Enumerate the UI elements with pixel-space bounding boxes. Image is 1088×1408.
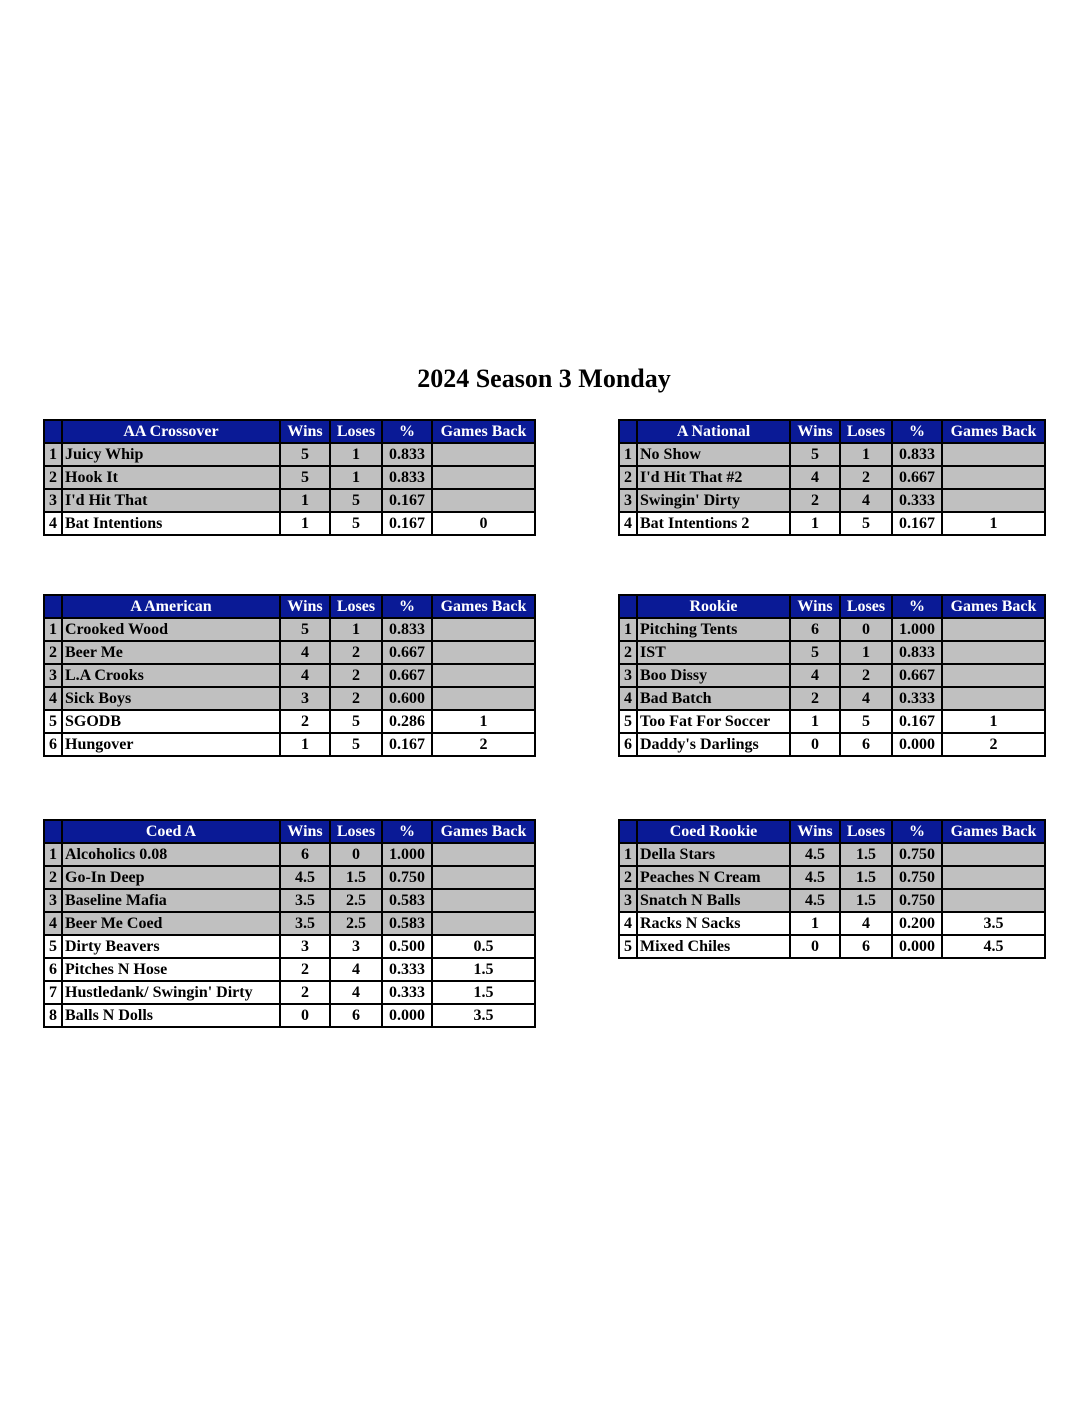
table-row [44,958,535,981]
table-row [44,641,535,664]
loses-header: Loses [840,820,892,843]
pct-cell: 0.583 [382,889,432,912]
rank-cell: 6 [44,958,62,981]
loses-cell: 1.5 [840,843,892,866]
team-name: Balls N Dolls [62,1004,280,1027]
rank-cell: 3 [619,489,637,512]
team-name: Sick Boys [62,687,280,710]
wins-cell: 4.5 [790,843,840,866]
wins-header: Wins [280,820,330,843]
rank-cell: 8 [44,1004,62,1027]
table-row [44,843,535,866]
wins-cell: 4 [790,466,840,489]
team-name: Snatch N Balls [637,889,790,912]
loses-cell: 2 [840,664,892,687]
games-back-cell [432,443,535,466]
team-name: Peaches N Cream [637,866,790,889]
rank-cell: 6 [619,733,637,756]
loses-header: Loses [840,595,892,618]
wins-cell: 1 [790,512,840,535]
rank-cell: 5 [619,710,637,733]
games-back-cell [942,866,1045,889]
standings-table-coed-a [43,819,536,1028]
team-name: Daddy's Darlings [637,733,790,756]
wins-cell: 1 [280,512,330,535]
rank-cell: 4 [44,912,62,935]
loses-cell: 4 [840,489,892,512]
rank-cell: 3 [619,664,637,687]
pct-cell: 0.667 [382,664,432,687]
team-name: I'd Hit That #2 [637,466,790,489]
rank-cell: 5 [44,710,62,733]
team-name: Bat Intentions [62,512,280,535]
games-back-cell: 1 [432,710,535,733]
rank-cell: 2 [44,866,62,889]
games-back-cell: 0.5 [432,935,535,958]
table-row [44,489,535,512]
team-name: Swingin' Dirty [637,489,790,512]
team-name: Dirty Beavers [62,935,280,958]
wins-cell: 1 [280,733,330,756]
wins-cell: 2 [790,687,840,710]
loses-cell: 2 [330,641,382,664]
team-name: Bat Intentions 2 [637,512,790,535]
wins-header: Wins [790,820,840,843]
rank-cell: 1 [619,843,637,866]
pct-cell: 0.500 [382,935,432,958]
table-row [44,443,535,466]
division-name: A American [62,595,280,618]
table-row [619,935,1045,958]
team-name: Hook It [62,466,280,489]
pct-cell: 0.200 [892,912,942,935]
team-name: Della Stars [637,843,790,866]
loses-cell: 6 [840,935,892,958]
games-back-cell [942,489,1045,512]
team-name: Bad Batch [637,687,790,710]
games-back-cell [432,912,535,935]
team-name: Pitches N Hose [62,958,280,981]
team-name: Too Fat For Soccer [637,710,790,733]
pct-cell: 0.333 [892,489,942,512]
standings-table-aa-crossover [43,419,536,536]
standings-table-a-american [43,594,536,757]
wins-cell: 3.5 [280,889,330,912]
rank-cell: 2 [619,466,637,489]
standings-table-a-national [618,419,1046,536]
games-back-cell: 1 [942,512,1045,535]
table-row [619,466,1045,489]
wins-cell: 4.5 [790,889,840,912]
wins-cell: 1 [790,710,840,733]
table-row [619,912,1045,935]
wins-cell: 3 [280,935,330,958]
wins-header: Wins [280,595,330,618]
games-back-cell [432,866,535,889]
pct-cell: 0.000 [892,733,942,756]
pct-cell: 0.167 [892,512,942,535]
wins-cell: 2 [280,981,330,1004]
team-name: Alcoholics 0.08 [62,843,280,866]
wins-cell: 0 [790,935,840,958]
rank-cell: 7 [44,981,62,1004]
games-back-cell [942,889,1045,912]
loses-cell: 1 [330,466,382,489]
rank-cell: 4 [44,687,62,710]
games-back-cell [942,843,1045,866]
loses-cell: 3 [330,935,382,958]
rank-cell: 1 [619,618,637,641]
pct-cell: 0.000 [892,935,942,958]
loses-cell: 1 [840,443,892,466]
header-row [619,595,1045,618]
wins-cell: 4 [280,641,330,664]
table-row [44,935,535,958]
games-back-header: Games Back [942,820,1045,843]
games-back-cell [942,618,1045,641]
table-row [619,618,1045,641]
pct-cell: 0.333 [382,958,432,981]
table-row [619,489,1045,512]
pct-cell: 0.167 [892,710,942,733]
rank-cell: 4 [44,512,62,535]
loses-cell: 5 [330,710,382,733]
loses-cell: 2 [330,687,382,710]
games-back-cell [432,489,535,512]
table-row [619,512,1045,535]
rank-cell: 4 [619,687,637,710]
table-row [44,512,535,535]
games-back-cell [432,641,535,664]
rank-header [44,820,62,843]
pct-cell: 0.833 [892,641,942,664]
loses-header: Loses [840,420,892,443]
table-row [619,443,1045,466]
rank-header [619,595,637,618]
wins-cell: 2 [280,958,330,981]
pct-cell: 0.833 [382,443,432,466]
team-name: No Show [637,443,790,466]
games-back-cell: 2 [432,733,535,756]
loses-cell: 5 [840,512,892,535]
games-back-cell: 3.5 [432,1004,535,1027]
table-row [619,641,1045,664]
pct-cell: 0.750 [892,843,942,866]
loses-cell: 4 [840,687,892,710]
pct-header: % [382,595,432,618]
standings-table-coed-rookie [618,819,1046,959]
team-name: Boo Dissy [637,664,790,687]
table-row [44,981,535,1004]
pct-header: % [382,820,432,843]
wins-cell: 1 [280,489,330,512]
page-title: 2024 Season 3 Monday [417,364,671,393]
table-row [44,664,535,687]
header-row [619,420,1045,443]
loses-cell: 1.5 [840,889,892,912]
wins-cell: 5 [280,466,330,489]
loses-cell: 5 [330,489,382,512]
wins-cell: 3.5 [280,912,330,935]
loses-cell: 2 [840,466,892,489]
table-row [619,843,1045,866]
rank-cell: 3 [44,664,62,687]
team-name: Crooked Wood [62,618,280,641]
rank-cell: 1 [44,618,62,641]
team-name: SGODB [62,710,280,733]
table-row [619,866,1045,889]
games-back-cell [432,889,535,912]
games-back-header: Games Back [432,820,535,843]
games-back-cell [942,466,1045,489]
header-row [44,420,535,443]
loses-cell: 6 [330,1004,382,1027]
division-name: Rookie [637,595,790,618]
rank-cell: 3 [619,889,637,912]
table-row [44,866,535,889]
header-row [44,820,535,843]
games-back-cell [942,641,1045,664]
team-name: Baseline Mafia [62,889,280,912]
pct-header: % [892,420,942,443]
wins-cell: 5 [790,641,840,664]
wins-header: Wins [790,595,840,618]
standings-table-rookie [618,594,1046,757]
table-row [44,618,535,641]
wins-cell: 4.5 [790,866,840,889]
team-name: Racks N Sacks [637,912,790,935]
table-row [619,710,1045,733]
team-name: Beer Me Coed [62,912,280,935]
games-back-cell: 3.5 [942,912,1045,935]
table-row [44,687,535,710]
rank-cell: 2 [44,466,62,489]
wins-cell: 4 [790,664,840,687]
rank-cell: 3 [44,489,62,512]
pct-cell: 0.750 [892,889,942,912]
wins-cell: 2 [790,489,840,512]
pct-cell: 0.167 [382,733,432,756]
header-row [619,820,1045,843]
team-name: Beer Me [62,641,280,664]
loses-cell: 2.5 [330,912,382,935]
pct-cell: 0.667 [892,664,942,687]
pct-cell: 0.667 [382,641,432,664]
pct-cell: 0.600 [382,687,432,710]
loses-cell: 1.5 [330,866,382,889]
wins-cell: 5 [280,443,330,466]
loses-cell: 5 [330,733,382,756]
games-back-cell [432,618,535,641]
pct-cell: 0.833 [892,443,942,466]
team-name: Juicy Whip [62,443,280,466]
pct-cell: 0.333 [892,687,942,710]
wins-cell: 0 [280,1004,330,1027]
pct-cell: 0.333 [382,981,432,1004]
table-row [44,733,535,756]
team-name: Mixed Chiles [637,935,790,958]
loses-cell: 4 [840,912,892,935]
loses-cell: 0 [840,618,892,641]
games-back-header: Games Back [942,420,1045,443]
loses-cell: 1 [330,443,382,466]
pct-cell: 0.167 [382,512,432,535]
division-name: A National [637,420,790,443]
pct-header: % [382,420,432,443]
table-row [619,687,1045,710]
table-row [619,664,1045,687]
pct-cell: 0.667 [892,466,942,489]
rank-header [619,820,637,843]
table-row [44,1004,535,1027]
table-row [44,710,535,733]
team-name: L.A Crooks [62,664,280,687]
loses-header: Loses [330,820,382,843]
games-back-cell: 0 [432,512,535,535]
rank-cell: 1 [44,843,62,866]
team-name: Pitching Tents [637,618,790,641]
division-name: AA Crossover [62,420,280,443]
wins-cell: 1 [790,912,840,935]
division-name: Coed A [62,820,280,843]
pct-cell: 0.833 [382,466,432,489]
games-back-cell: 2 [942,733,1045,756]
rank-cell: 5 [44,935,62,958]
rank-cell: 2 [619,866,637,889]
loses-header: Loses [330,595,382,618]
table-row [44,466,535,489]
wins-cell: 5 [280,618,330,641]
games-back-header: Games Back [432,595,535,618]
wins-header: Wins [280,420,330,443]
loses-cell: 4 [330,981,382,1004]
rank-cell: 6 [44,733,62,756]
wins-cell: 0 [790,733,840,756]
pct-header: % [892,595,942,618]
loses-cell: 4 [330,958,382,981]
table-row [44,912,535,935]
pct-cell: 0.167 [382,489,432,512]
pct-cell: 1.000 [892,618,942,641]
games-back-cell [432,664,535,687]
wins-cell: 6 [280,843,330,866]
rank-cell: 2 [619,641,637,664]
wins-cell: 2 [280,710,330,733]
team-name: Hustledank/ Swingin' Dirty [62,981,280,1004]
wins-cell: 6 [790,618,840,641]
rank-header [44,595,62,618]
games-back-cell: 4.5 [942,935,1045,958]
wins-cell: 4.5 [280,866,330,889]
team-name: Hungover [62,733,280,756]
games-back-header: Games Back [432,420,535,443]
rank-header [44,420,62,443]
pct-cell: 0.833 [382,618,432,641]
games-back-cell [432,687,535,710]
loses-cell: 1.5 [840,866,892,889]
games-back-cell: 1.5 [432,981,535,1004]
games-back-cell [942,443,1045,466]
loses-cell: 5 [330,512,382,535]
table-row [619,889,1045,912]
rank-header [619,420,637,443]
rank-cell: 2 [44,641,62,664]
wins-cell: 4 [280,664,330,687]
loses-cell: 2.5 [330,889,382,912]
pct-header: % [892,820,942,843]
games-back-header: Games Back [942,595,1045,618]
team-name: Go-In Deep [62,866,280,889]
loses-header: Loses [330,420,382,443]
wins-header: Wins [790,420,840,443]
rank-cell: 3 [44,889,62,912]
table-row [44,889,535,912]
table-row [619,733,1045,756]
loses-cell: 5 [840,710,892,733]
pct-cell: 0.750 [382,866,432,889]
rank-cell: 1 [619,443,637,466]
rank-cell: 4 [619,512,637,535]
wins-cell: 5 [790,443,840,466]
pct-cell: 0.000 [382,1004,432,1027]
loses-cell: 1 [330,618,382,641]
wins-cell: 3 [280,687,330,710]
rank-cell: 1 [44,443,62,466]
games-back-cell [942,687,1045,710]
games-back-cell: 1 [942,710,1045,733]
pct-cell: 0.750 [892,866,942,889]
games-back-cell: 1.5 [432,958,535,981]
header-row [44,595,535,618]
pct-cell: 0.286 [382,710,432,733]
games-back-cell [432,466,535,489]
rank-cell: 4 [619,912,637,935]
games-back-cell [432,843,535,866]
division-name: Coed Rookie [637,820,790,843]
pct-cell: 1.000 [382,843,432,866]
rank-cell: 5 [619,935,637,958]
games-back-cell [942,664,1045,687]
loses-cell: 1 [840,641,892,664]
loses-cell: 2 [330,664,382,687]
pct-cell: 0.583 [382,912,432,935]
loses-cell: 0 [330,843,382,866]
team-name: I'd Hit That [62,489,280,512]
team-name: IST [637,641,790,664]
loses-cell: 6 [840,733,892,756]
